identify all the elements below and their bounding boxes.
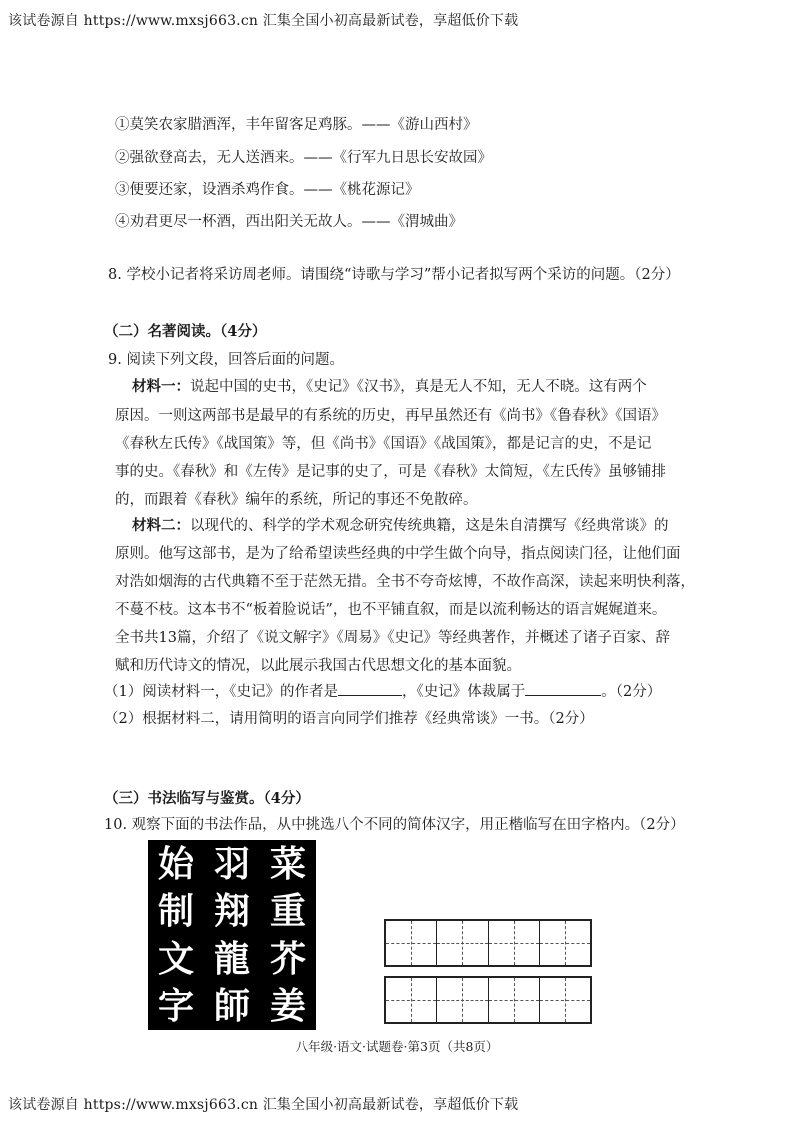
material-1-line-5: 的，而跟着《春秋》编年的系统，所记的事还不免散碎。 [115,492,478,508]
question-9-2: （2）根据材料二，请用简明的语言向同学们推荐《经典常谈》一书。（2分） [104,711,594,727]
calligraphy-char: 龍 [213,937,250,980]
question-9-1-part-a: （1）阅读材料一，《史记》的作者是 [104,684,338,700]
source-header: 该试卷源自 https://www.mxsj663.cn 汇集全国小初高最新试卷，享超低价下载 [8,13,519,29]
tianzige-cell[interactable] [489,921,540,965]
question-8: 8. 学校小记者将采访周老师。请围绕“诗歌与学习”帮小记者拟写两个采访的问题。（2分） [108,267,680,283]
option-3: ③便要还家，设酒杀鸡作食。——《桃花源记》 [115,182,420,198]
option-4: ④劝君更尽一杯酒，西出阳关无故人。——《渭城曲》 [115,214,463,230]
question-9-intro: 9. 阅读下列文段，回答后面的问题。 [108,352,344,368]
calligraphy-char: 姜 [269,985,306,1028]
option-1: ①莫笑农家腊酒浑，丰年留客足鸡豚。——《游山西村》 [115,117,478,133]
calligraphy-char: 制 [157,890,194,933]
tianzige-row-1 [384,919,592,967]
calligraphy-char: 重 [269,890,306,933]
page-footer: 八年级·语文·试题卷·第3页（共8页） [295,1039,499,1054]
material-1-line-2: 原因。一则这两部书是最早的有系统的历史，再早虽然还有《尚书》《鲁春秋》《国语》 [115,408,666,424]
calligraphy-char: 文 [157,937,194,980]
calligraphy-char: 字 [157,985,194,1028]
answer-blank-author[interactable] [338,681,402,696]
tianzige-cell[interactable] [437,978,488,1022]
material-2-line-5: 全书共13篇，介绍了《说文解字》《周易》《史记》等经典著作，并概述了诸子百家、辞 [115,630,670,646]
tianzige-cell[interactable] [437,921,488,965]
calligraphy-char: 芥 [269,937,306,980]
question-10: 10. 观察下面的书法作品，从中挑选八个不同的简体汉字，用正楷临写在田字格内。（2分） [104,817,685,833]
calligraphy-artwork [148,840,316,1030]
calligraphy-char: 菜 [269,842,306,885]
calligraphy-char: 始 [157,842,194,885]
option-2: ②强欲登高去，无人送酒来。——《行军九日思长安故园》 [115,150,492,166]
tianzige-cell[interactable] [386,921,437,965]
question-9-1-part-c: 。（2分） [601,684,662,700]
material-2-line-1 [132,514,669,535]
tianzige-row-2 [384,976,592,1024]
tianzige-cell[interactable] [489,978,540,1022]
material-2-line-2: 原则。他写这部书，是为了给希望读些经典的中学生做个向导，指点阅读门径，让他们面 [115,546,681,562]
tianzige-cell[interactable] [540,921,590,965]
material-2-line-4: 不蔓不枝。这本书不“板着脸说话”，也不平铺直叙，而是以流利畅达的语言娓娓道来。 [115,602,667,618]
material-1-line-4: 事的史。《春秋》和《左传》是记事的史了，可是《春秋》太简短，《左氏传》虽够铺排 [115,464,666,480]
section-title-classics: （二）名著阅读。（4分） [104,323,267,340]
material-2-line-6: 赋和历代诗文的情况，以此展示我国古代思想文化的基本面貌。 [115,658,521,674]
material-1-line-1 [132,375,647,396]
material-2-line-3: 对浩如烟海的古代典籍不至于茫然无措。全书不夸奇炫博，不故作高深，读起来明快利落， [115,574,695,590]
section-title-calligraphy: （三）书法临写与鉴赏。（4分） [104,790,310,807]
calligraphy-char: 羽 [213,842,250,885]
source-footer: 该试卷源自 https://www.mxsj663.cn 汇集全国小初高最新试卷，享超低价下载 [8,1097,519,1113]
material-1-line-3: 《春秋左氏传》《战国策》等，但《尚书》《国语》《战国策》，都是记言的史，不是记 [115,436,652,452]
material-2-label: 材料二： [132,517,190,534]
answer-blank-genre[interactable] [525,681,601,696]
material-1-text: 说起中国的史书，《史记》《汉书》，真是无人不知，无人不晓。这有两个 [190,379,647,395]
calligraphy-char: 師 [213,985,250,1028]
tianzige-cell[interactable] [540,978,590,1022]
material-1-label: 材料一： [132,378,190,395]
question-9-1-part-b: ，《史记》体裁属于 [401,684,526,700]
calligraphy-char: 翔 [213,890,250,933]
material-2-text: 以现代的、科学的学术观念研究传统典籍，这是朱自清撰写《经典常谈》的 [190,518,669,534]
tianzige-cell[interactable] [386,978,437,1022]
question-9-1 [104,680,661,701]
